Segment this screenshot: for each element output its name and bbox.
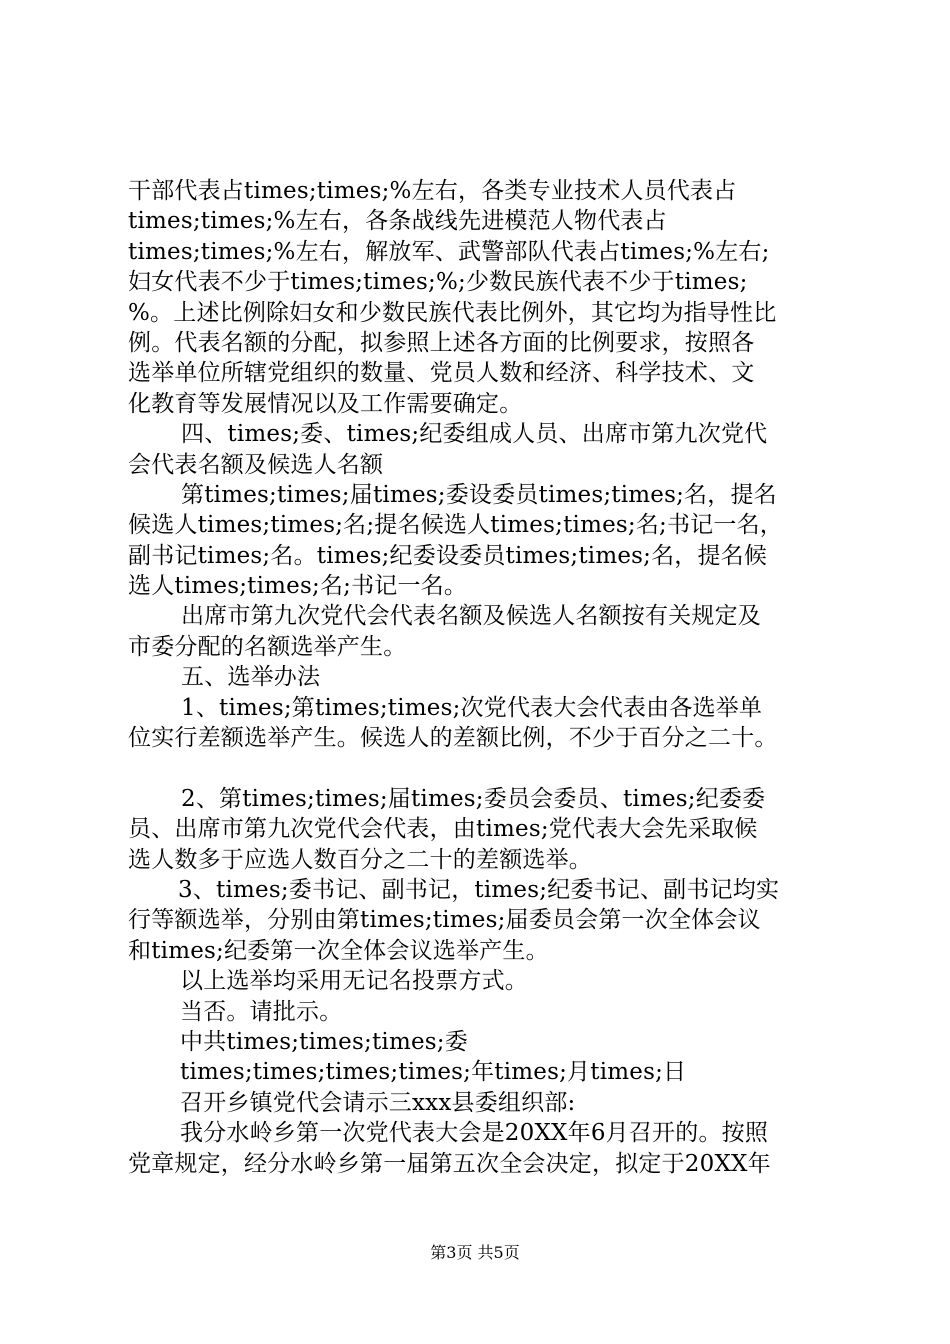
section-heading-5: 五、选举办法 — [181, 664, 321, 691]
paragraph-line: 选人times;times;名;书记一名。 — [128, 573, 468, 600]
section-heading-4: 四、times;委、times;纪委组成人员、出席市第九次党代 — [181, 421, 768, 448]
list-item-3-cont: 行等额选举，分别由第times;times;届委员会第一次全体会议 — [128, 907, 761, 934]
paragraph-line: 出席市第九次党代会代表名额及候选人名额按有关规定及 — [181, 603, 761, 630]
paragraph-line: 妇女代表不少于times;times;%;少数民族代表不少于times; — [128, 269, 748, 296]
paragraph-line: %。上述比例除妇女和少数民族代表比例外，其它均为指导性比 — [128, 299, 777, 326]
sub-heading: 召开乡镇党代会请示三xxx县委组织部: — [180, 1089, 576, 1116]
paragraph-line: 第times;times;届times;委设委员times;times;名，提名 — [181, 481, 777, 508]
paragraph-line: 副书记times;名。times;纪委设委员times;times;名，提名候 — [128, 542, 768, 569]
closing-request: 当否。请批示。 — [180, 998, 343, 1025]
paragraph-line: 候选人times;times;名;提名候选人times;times;名;书记一名， — [128, 512, 783, 539]
signature-date: times;times;times;times;年times;月times;日 — [180, 1059, 687, 1086]
paragraph-line: 选举单位所辖党组织的数量、党员人数和经济、科学技术、文 — [128, 360, 755, 387]
list-item-3-cont: 和times;纪委第一次全体会议选举产生。 — [128, 937, 549, 964]
list-item-2-cont: 选人数多于应选人数百分之二十的差额选举。 — [128, 846, 592, 873]
paragraph-line: 党章规定，经分水岭乡第一届第五次全会决定，拟定于20XX年 — [128, 1150, 771, 1177]
paragraph-line: 化教育等发展情况以及工作需要确定。 — [128, 390, 523, 417]
list-item-3: 3、times;委书记、副书记，times;纪委书记、副书记均实 — [178, 876, 780, 903]
paragraph-line: 市委分配的名额选举产生。 — [128, 633, 407, 660]
list-item-1: 1、times;第times;times;次党代表大会代表由各选举单 — [181, 694, 763, 721]
paragraph-line: times;times;%左右，各条战线先进模范人物代表占 — [128, 208, 667, 235]
section-heading-4-cont: 会代表名额及候选人名额 — [128, 451, 384, 478]
paragraph-line: 例。代表名额的分配，拟参照上述各方面的比例要求，按照各 — [128, 329, 755, 356]
paragraph-line: 我分水岭乡第一次党代表大会是20XX年6月召开的。按照 — [180, 1120, 769, 1147]
signature-org: 中共times;times;times;委 — [180, 1028, 468, 1055]
list-item-2: 2、第times;times;届times;委员会委员、times;纪委委 — [181, 785, 766, 812]
list-item-2-cont: 员、出席市第九次党代会代表，由times;党代表大会先采取候 — [128, 816, 758, 843]
document-body — [128, 176, 833, 1179]
paragraph-line: 干部代表占times;times;%左右，各类专业技术人员代表占 — [128, 178, 737, 204]
list-item-1-cont: 位实行差额选举产生。候选人的差额比例，不少于百分之二十。 — [128, 725, 778, 752]
paragraph-line: 以上选举均采用无记名投票方式。 — [180, 968, 528, 995]
paragraph-line: times;times;%左右，解放军、武警部队代表占times;%左右; — [128, 238, 770, 265]
blank-line — [128, 753, 833, 783]
page-number-footer: 第3页 共5页 — [430, 1243, 520, 1262]
